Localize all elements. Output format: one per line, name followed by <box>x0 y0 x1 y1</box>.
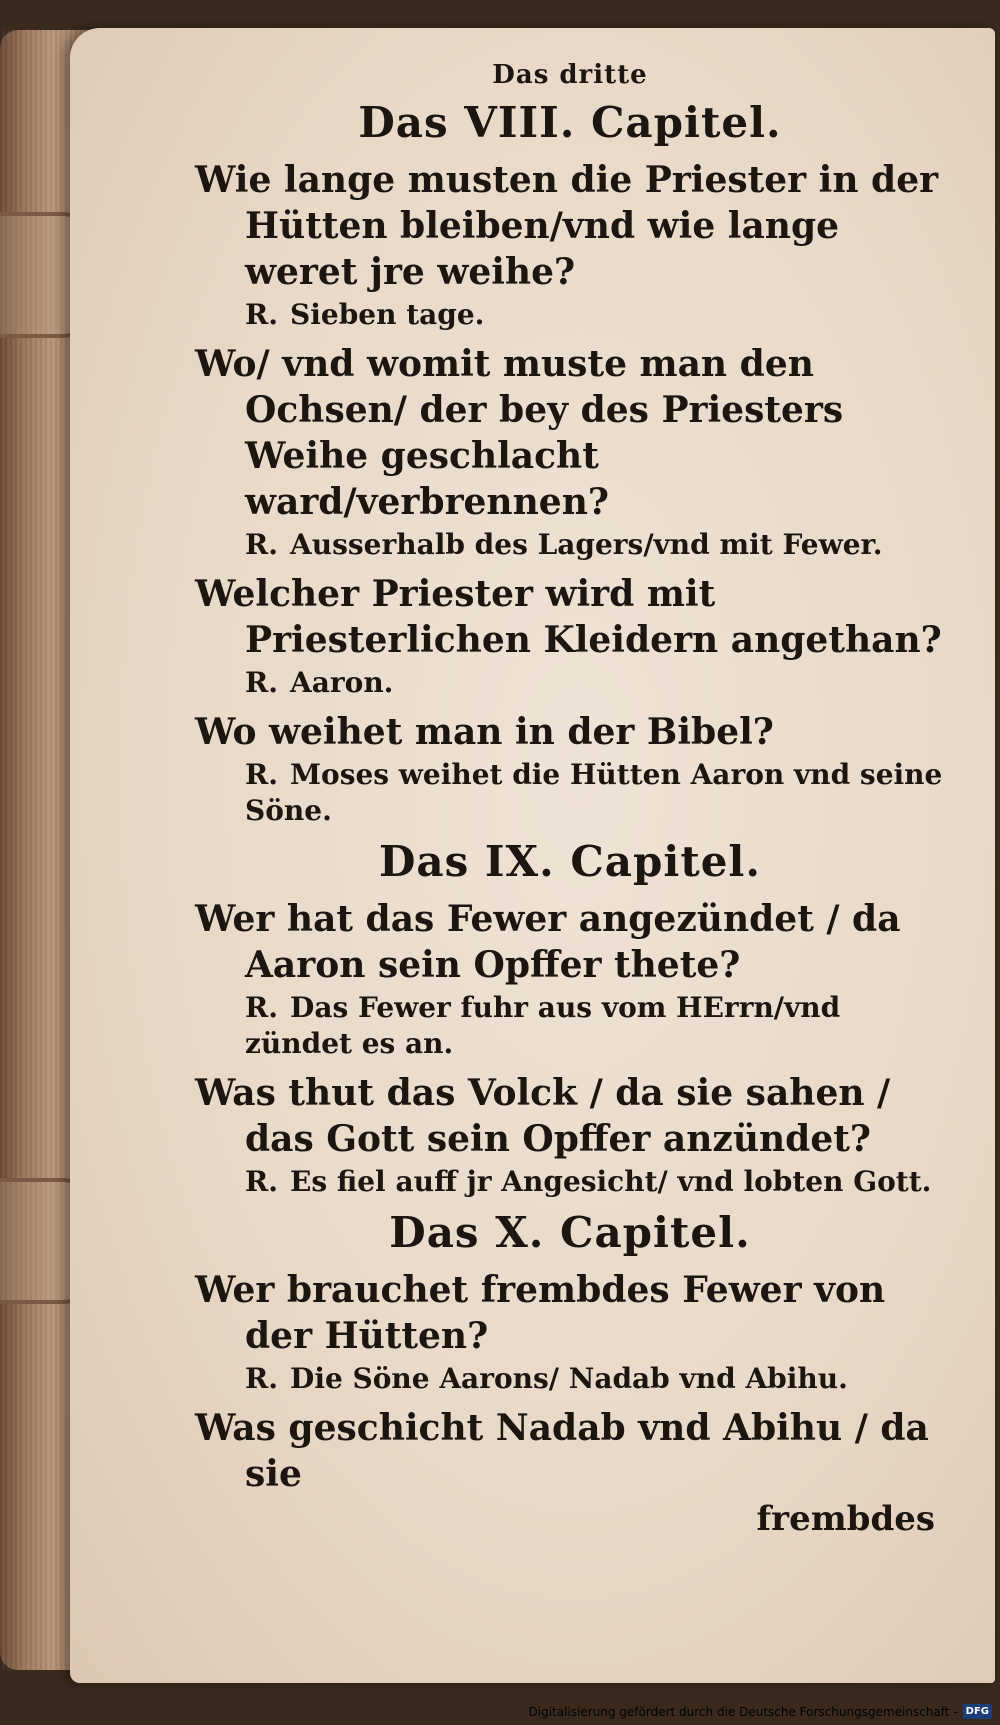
answer-text: Ausserhalb des Lagers/vnd mit Fewer. <box>290 528 883 561</box>
response-marker: R. <box>245 298 279 331</box>
response-marker: R. <box>245 1362 279 1395</box>
question: Welcher Priester wird mit Priesterlichen Kleidern angethan? <box>195 573 942 661</box>
answer <box>195 757 945 829</box>
answer-text: Die Söne Aarons/ Nadab vnd Abihu. <box>290 1362 848 1395</box>
question: Wer hat das Fewer angezündet / da Aaron sein Opffer thete? <box>195 898 901 986</box>
response-marker: R. <box>245 991 279 1024</box>
answer-text: Sieben tage. <box>290 298 485 331</box>
question: Wo weihet man in der Bibel? <box>195 711 774 753</box>
answer-text: Moses weihet die Hütten Aaron vnd seine Söne. <box>245 758 943 827</box>
response-marker: R. <box>245 528 279 561</box>
answer-text: Aaron. <box>290 666 394 699</box>
question: Wer brauchet frembdes Fewer von der Hütten? <box>195 1269 886 1357</box>
question: Was thut das Volck / da sie sahen / das Gott sein Opffer anzündet? <box>195 1072 891 1160</box>
chapter-heading: Das X. Capitel. <box>389 1208 751 1257</box>
answer <box>195 990 945 1062</box>
answer <box>195 1361 945 1397</box>
response-marker: R. <box>245 1165 279 1198</box>
answer <box>195 665 945 701</box>
digitization-footer <box>529 1704 993 1719</box>
question: Wie lange musten die Priester in der Hütten bleiben/vnd wie lange weret jre weihe? <box>195 159 939 293</box>
section-chapter-8 <box>195 98 945 829</box>
page-text <box>195 60 945 1539</box>
running-head: Das dritte <box>492 60 648 90</box>
question: Was geschicht Nadab vnd Abihu / da sie <box>195 1407 929 1495</box>
chapter-heading: Das VIII. Capitel. <box>358 98 782 147</box>
section-chapter-9 <box>195 837 945 1200</box>
dfg-logo: DFG <box>963 1704 992 1719</box>
footer-credit: Digitalisierung gefördert durch die Deutsche Forschungsgemeinschaft - <box>528 1704 958 1719</box>
chapter-heading: Das IX. Capitel. <box>378 837 762 886</box>
answer <box>195 1164 945 1200</box>
question: Wo/ vnd womit muste man den Ochsen/ der bey des Priesters Weihe geschlacht ward/verbrennen? <box>195 343 844 523</box>
response-marker: R. <box>245 758 279 791</box>
answer <box>195 527 945 563</box>
answer-text: Das Fewer fuhr aus vom HErrn/vnd zündet es an. <box>245 991 841 1060</box>
section-chapter-10 <box>195 1208 945 1539</box>
catchword: frembdes <box>756 1499 935 1539</box>
response-marker: R. <box>245 666 279 699</box>
answer-text: Es fiel auff jr Angesicht/ vnd lobten Gott. <box>290 1165 932 1198</box>
answer <box>195 297 945 333</box>
